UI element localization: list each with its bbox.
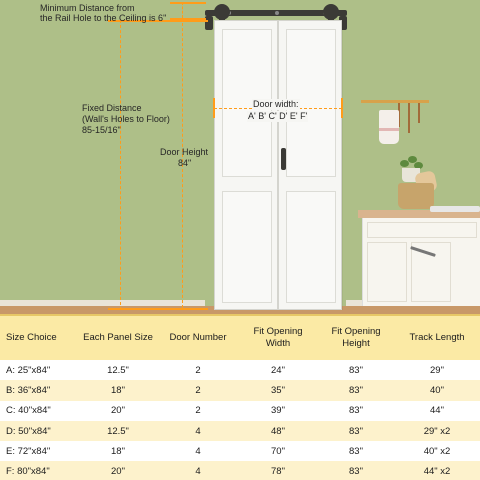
rail-stop: [205, 16, 213, 30]
cell-size-choice: A: 25"x84": [0, 360, 78, 380]
towel-stripe: [379, 128, 399, 131]
cell-track-length: 29" x2: [394, 421, 480, 441]
header-fit-opening-width: Fit Opening Width: [238, 316, 318, 360]
header-size-choice: Size Choice: [0, 316, 78, 360]
door-width-label: Door width:: [253, 99, 299, 109]
cell-door-number: 4: [158, 441, 238, 461]
cell-size-choice: C: 40"x84": [0, 401, 78, 421]
cell-size-choice: B: 36"x84": [0, 380, 78, 400]
cell-door-number: 4: [158, 461, 238, 480]
cell-opening-width: 78": [238, 461, 318, 480]
cell-track-length: 29": [394, 360, 480, 380]
cell-door-number: 2: [158, 401, 238, 421]
cell-opening-width: 70": [238, 441, 318, 461]
size-chart-table: [0, 314, 480, 480]
utensil-spatula: [408, 103, 410, 133]
fixed-distance-label-1: Fixed Distance: [82, 103, 142, 113]
cell-panel-size: 12.5": [78, 360, 158, 380]
min-distance-label-1: Minimum Distance from: [40, 3, 135, 13]
door-panel-recess: [286, 191, 336, 303]
cell-opening-width: 39": [238, 401, 318, 421]
cabinet-drawer: [367, 222, 477, 238]
cabinet-door: [367, 242, 407, 302]
cell-door-number: 2: [158, 380, 238, 400]
fixed-distance-label-3: 85-15/16": [82, 125, 121, 135]
ceiling-guide: [170, 2, 206, 4]
cell-opening-width: 35": [238, 380, 318, 400]
utensil-whisk: [418, 103, 420, 123]
sink: [430, 206, 480, 212]
cell-panel-size: 12.5": [78, 421, 158, 441]
table-row: [0, 421, 480, 441]
header-door-number: Door Number: [158, 316, 238, 360]
barn-door-left-panel: [214, 20, 278, 310]
cell-opening-height: 83": [318, 461, 394, 480]
table-row: [0, 360, 480, 380]
cell-track-length: 44": [394, 401, 480, 421]
door-height-line: [120, 20, 121, 310]
cell-opening-width: 24": [238, 360, 318, 380]
header-fit-opening-height: Fit Opening Height: [318, 316, 394, 360]
cell-opening-width: 48": [238, 421, 318, 441]
door-panel-recess: [222, 191, 272, 303]
door-height-label: Door Height: [160, 147, 209, 157]
door-width-tick-right: [341, 98, 343, 118]
bread-basket: [398, 183, 434, 209]
door-height-value: 84": [178, 158, 192, 168]
cell-size-choice: F: 80"x84": [0, 461, 78, 480]
cell-panel-size: 18": [78, 441, 158, 461]
table-header-row: [0, 316, 480, 360]
cell-opening-height: 83": [318, 421, 394, 441]
cell-opening-height: 83": [318, 380, 394, 400]
cell-track-length: 40" x2: [394, 441, 480, 461]
header-each-panel-size: Each Panel Size: [78, 316, 158, 360]
cell-track-length: 40": [394, 380, 480, 400]
door-handle: [281, 148, 286, 170]
floor-guide: [108, 308, 208, 310]
table-row: [0, 441, 480, 461]
header-track-length: Track Length: [394, 316, 480, 360]
cell-panel-size: 20": [78, 461, 158, 480]
table-row: [0, 380, 480, 400]
cell-opening-height: 83": [318, 401, 394, 421]
cell-door-number: 4: [158, 421, 238, 441]
min-distance-line: [182, 2, 183, 18]
min-distance-label-2: the Rail Hole to the Ceiling is 6": [40, 13, 167, 23]
table-row: [0, 461, 480, 480]
cell-opening-height: 83": [318, 360, 394, 380]
cell-size-choice: E: 72"x84": [0, 441, 78, 461]
baseboard-left: [0, 300, 205, 306]
hanging-towel: [379, 110, 399, 144]
cell-panel-size: 20": [78, 401, 158, 421]
table-row: [0, 401, 480, 421]
cell-door-number: 2: [158, 360, 238, 380]
door-width-tick-left: [213, 98, 215, 118]
fixed-distance-label-2: (Wall's Holes to Floor): [82, 114, 170, 124]
kitchen-cabinet: [362, 218, 480, 306]
cell-track-length: 44" x2: [394, 461, 480, 480]
cell-opening-height: 83": [318, 441, 394, 461]
door-width-value: A' B' C' D' E' F': [248, 111, 308, 121]
barn-door-right-panel: [278, 20, 342, 310]
rail-bolt: [275, 11, 279, 15]
cell-size-choice: D: 50"x84": [0, 421, 78, 441]
cell-panel-size: 18": [78, 380, 158, 400]
